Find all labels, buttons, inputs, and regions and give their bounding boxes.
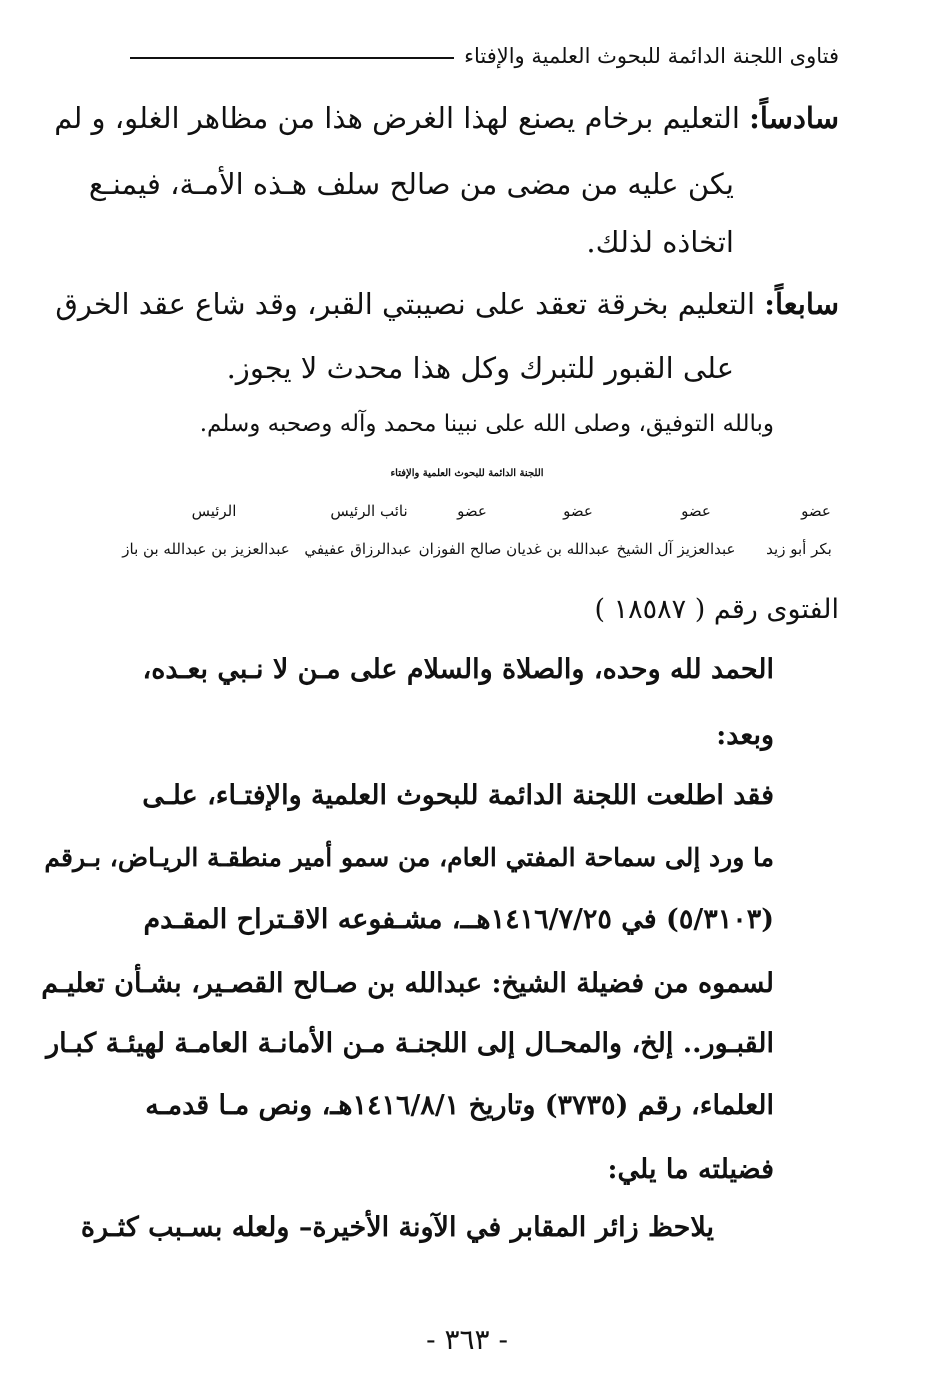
fatwa-line-10 (81, 1208, 714, 1248)
sig-role-1: عضو (801, 502, 831, 520)
sixth-line-2 (89, 164, 734, 204)
sig-role-5: نائب الرئيس (330, 502, 408, 520)
sig-name-3: عبدالله بن غديان (506, 540, 610, 558)
sixth-text-2: يكن عليه من مضى من صالح سلف هـذه الأمـة، فيمنـع (88, 167, 734, 201)
fatwa-line-7 (46, 1024, 774, 1064)
running-header-rule (130, 57, 454, 59)
closing-line (200, 404, 774, 444)
committee-text: اللجنة الدائمة للبحوث العلمية والإفتاء (390, 468, 544, 479)
running-header-title: فتاوى اللجنة الدائمة للبحوث العلمية والإفتاء (464, 44, 839, 68)
fatwa-text-4: ما ورد إلى سماحة المفتي العام، من سمو أمير منطقـة الريـاض، بـرقم (44, 843, 774, 872)
fatwa-number-text: الفتوى رقم ( ١٨٥٨٧ ) (594, 594, 839, 625)
fatwa-number (595, 590, 839, 630)
sig-role-6: الرئيس (191, 502, 237, 520)
sixth-label: سادساً: (749, 101, 839, 135)
sixth-text-1: التعليم برخام يصنع لهذا الغرض هذا من مظاهر الغلو، و لم (54, 101, 740, 135)
fatwa-line-5 (143, 900, 774, 940)
fatwa-text-1: الحمد لله وحده، والصلاة والسلام على مـن لا نـبي بعـده، (142, 654, 774, 685)
fatwa-line-4 (44, 838, 774, 878)
sig-role-2: عضو (681, 502, 711, 520)
signature-names (0, 538, 934, 562)
fatwa-line-6 (41, 964, 774, 1004)
fatwa-line-2 (716, 716, 774, 756)
sixth-line-1 (54, 98, 839, 138)
seventh-line-1 (55, 284, 839, 324)
fatwa-text-10: يلاحظ زائر المقابر في الآونة الأخيرة– ولعله بسـبب كثـرة (80, 1212, 714, 1243)
closing-text: وبالله التوفيق، وصلى الله على نبينا محمد وآله وصحبه وسلم. (199, 411, 774, 437)
fatwa-text-7: القبـور.. إلخ، والمحـال إلى اللجنـة مـن الأمانـة العامـة لهيئـة كبـار (46, 1028, 774, 1059)
sixth-text-3: اتخاذه لذلك. (586, 225, 734, 259)
fatwa-line-1 (143, 650, 775, 690)
seventh-line-2 (227, 348, 734, 388)
fatwa-text-2: وبعد: (716, 720, 774, 751)
sig-name-1: بكر أبو زيد (766, 540, 832, 558)
fatwa-text-8: العلماء، رقم (٣٧٣٥) وتاريخ ١٤١٦/٨/١هـ، ونص مـا قدمـه (145, 1090, 774, 1121)
sig-name-2: عبدالعزيز آل الشيخ (616, 540, 736, 558)
fatwa-text-6: لسموه من فضيلة الشيخ: عبدالله بن صـالح القصـير، بشـأن تعليـم (41, 968, 774, 999)
fatwa-line-3 (142, 776, 774, 816)
sig-role-3: عضو (563, 502, 593, 520)
sig-name-4: صالح الفوزان (418, 540, 502, 558)
seventh-label: سابعاً: (764, 287, 839, 321)
fatwa-text-5: (٥/٣١٠٣) في ١٤١٦/٧/٢٥هــ، مشـفوعه الاقـتراح المقـدم (143, 904, 774, 935)
sig-name-5: عبدالرزاق عفيفي (304, 540, 412, 558)
sig-name-6: عبدالعزيز بن عبدالله بن باز (122, 540, 290, 558)
fatwa-text-3: فقد اطلعت اللجنة الدائمة للبحوث العلمية والإفتـاء، علـى (142, 780, 774, 811)
sig-role-4: عضو (457, 502, 487, 520)
signature-roles (0, 500, 934, 524)
seventh-text-1: التعليم بخرقة تعقد على نصيبتي القبر، وقد شاع عقد الخرق (55, 287, 756, 321)
sixth-line-3 (586, 222, 734, 262)
seventh-text-2: على القبور للتبرك وكل هذا محدث لا يجوز. (226, 351, 734, 385)
fatwa-line-8 (145, 1086, 774, 1126)
fatwa-line-9 (608, 1150, 774, 1190)
running-header (130, 36, 839, 76)
page-number: - ٣٦٣ - (426, 1323, 508, 1356)
fatwa-text-9: فضيلته ما يلي: (607, 1154, 774, 1185)
committee-name (0, 454, 934, 494)
